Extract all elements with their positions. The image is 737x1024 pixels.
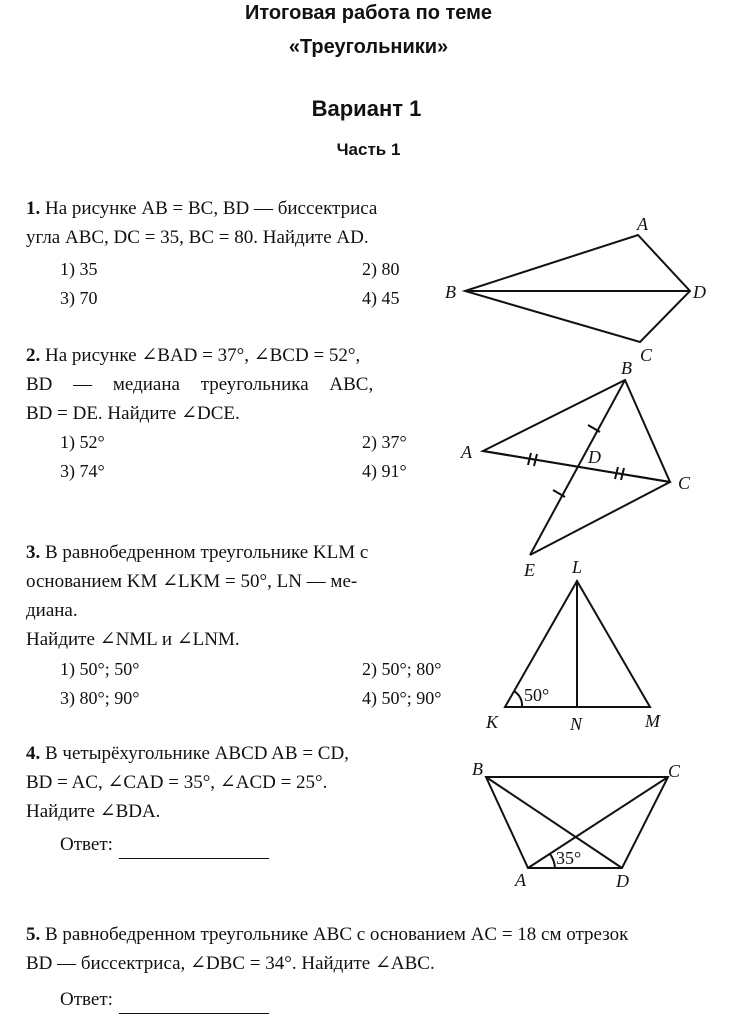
task-3-label-l: L bbox=[572, 557, 583, 577]
task-5-line-2: BD — биссектриса, ∠DBC = 34°. Найдите ∠ABC. bbox=[26, 953, 435, 974]
task-4-label-b: B bbox=[472, 759, 483, 779]
task-1-line-1 bbox=[26, 194, 377, 223]
task-1-label-a: A bbox=[637, 214, 648, 234]
task-3-label-m: M bbox=[645, 711, 660, 731]
task-4-label-a: A bbox=[515, 870, 526, 890]
task-4-diagonal-ac bbox=[528, 777, 668, 868]
task-1-option-3: 3) 70 bbox=[60, 288, 98, 308]
task-2-option-1: 1) 52° bbox=[60, 432, 105, 452]
page-title: Итоговая работа по теме bbox=[244, 2, 493, 24]
task-5-number: 5. bbox=[26, 924, 41, 945]
task-4-answer-field[interactable] bbox=[119, 840, 269, 859]
task-2-line-1 bbox=[26, 341, 360, 370]
task-2-number: 2. bbox=[26, 345, 41, 366]
task-1-label-d: D bbox=[693, 282, 706, 302]
task-2-option-4: 4) 91° bbox=[362, 461, 407, 481]
task-3-number: 3. bbox=[26, 542, 41, 563]
task-1-quadrilateral bbox=[465, 235, 690, 342]
task-2-text-1: На рисунке ∠BAD = 37°, ∠BCD = 52°, bbox=[45, 345, 361, 366]
task-2-figure bbox=[455, 355, 715, 580]
task-1-label-b: B bbox=[445, 282, 456, 302]
task-2-line-3: BD = DE. Найдите ∠DCE. bbox=[26, 403, 240, 424]
task-2-segment-be bbox=[530, 380, 625, 555]
task-3-angle-label: 50° bbox=[524, 685, 550, 705]
part-heading: Часть 1 bbox=[336, 140, 401, 159]
task-3-option-4: 4) 50°; 90° bbox=[362, 688, 442, 708]
page-subtitle: «Треугольники» bbox=[288, 36, 449, 58]
task-1-option-4: 4) 45 bbox=[362, 288, 400, 308]
task-3-option-1: 1) 50°; 50° bbox=[60, 659, 140, 679]
task-2-label-e: E bbox=[524, 560, 535, 580]
task-3-figure bbox=[480, 555, 680, 740]
task-5-line-1 bbox=[26, 920, 628, 949]
task-4-angle-label: 35° bbox=[556, 848, 582, 868]
task-1-label-c: C bbox=[640, 345, 653, 365]
task-2-label-d: D bbox=[588, 447, 601, 467]
task-3-line-1 bbox=[26, 538, 368, 567]
task-1-figure bbox=[440, 205, 730, 370]
task-5-answer-field[interactable] bbox=[119, 995, 269, 1014]
task-3-line-2: основанием KM ∠LKM = 50°, LN — ме- bbox=[26, 571, 358, 592]
task-4-answer bbox=[60, 830, 269, 859]
task-1-line-2: угла ABC, DC = 35, BC = 80. Найдите AD. bbox=[26, 227, 369, 248]
task-3-label-k: K bbox=[486, 712, 499, 732]
variant-heading: Вариант 1 bbox=[311, 96, 422, 121]
task-3-option-3: 3) 80°; 90° bbox=[60, 688, 140, 708]
task-3-angle-arc bbox=[514, 691, 522, 707]
task-2-label-a: A bbox=[461, 442, 472, 462]
task-1-text-1: На рисунке AB = BC, BD — биссектриса bbox=[45, 198, 378, 219]
task-1-option-2: 2) 80 bbox=[362, 259, 400, 279]
task-2-line-2: BD — медиана треугольника ABC, bbox=[26, 374, 374, 395]
task-4-answer-label: Ответ: bbox=[60, 834, 113, 855]
task-2-option-2: 2) 37° bbox=[362, 432, 407, 452]
task-1-option-1: 1) 35 bbox=[60, 259, 98, 279]
task-3-line-3: диана. bbox=[26, 600, 78, 621]
task-4-label-c: C bbox=[668, 761, 681, 781]
task-5-answer-label: Ответ: bbox=[60, 989, 113, 1010]
task-4-text-1: В четырёхугольнике ABCD AB = CD, bbox=[45, 743, 349, 764]
task-3-line-4: Найдите ∠NML и ∠LNM. bbox=[26, 629, 240, 650]
task-4-figure bbox=[460, 755, 700, 895]
task-5-text-1: В равнобедренном треугольнике ABC с основанием AC = 18 см отрезок bbox=[45, 924, 629, 945]
task-3-option-2: 2) 50°; 80° bbox=[362, 659, 442, 679]
task-2-label-b: B bbox=[621, 358, 632, 378]
task-4-number: 4. bbox=[26, 743, 41, 764]
task-2-option-3: 3) 74° bbox=[60, 461, 105, 481]
task-2-segment-ec bbox=[530, 482, 670, 555]
task-3-label-n: N bbox=[570, 714, 583, 734]
task-3-text-1: В равнобедренном треугольнике KLM с bbox=[45, 542, 369, 563]
task-2-label-c: C bbox=[678, 473, 691, 493]
task-5-answer bbox=[60, 985, 269, 1014]
task-4-angle-arc bbox=[550, 854, 555, 868]
task-4-line-1 bbox=[26, 739, 349, 768]
task-4-line-3: Найдите ∠BDA. bbox=[26, 801, 161, 822]
task-2-segment-ac bbox=[483, 451, 670, 482]
task-4-line-2: BD = AC, ∠CAD = 35°, ∠ACD = 25°. bbox=[26, 772, 328, 793]
task-1-number: 1. bbox=[26, 198, 41, 219]
task-4-label-d: D bbox=[616, 871, 629, 891]
